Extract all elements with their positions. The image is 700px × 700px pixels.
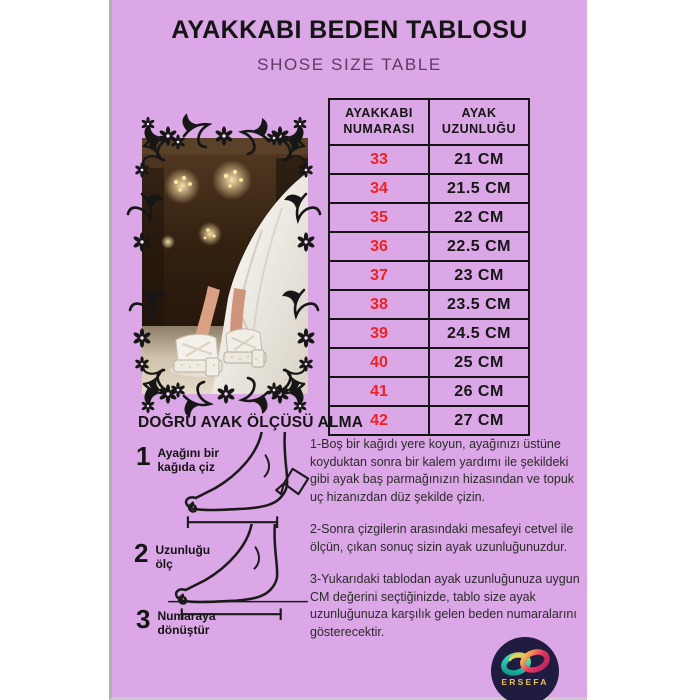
framed-photo <box>118 110 330 418</box>
step-number: 1 <box>136 441 151 471</box>
size-table <box>328 98 530 436</box>
brand-name: ERSEFA <box>501 677 549 687</box>
content-panel <box>109 0 587 700</box>
shoe-size-value: 40 <box>329 348 429 377</box>
table-row <box>329 290 529 319</box>
shoe-size-value: 35 <box>329 203 429 232</box>
foot-length-value: 26 CM <box>429 377 529 406</box>
table-row <box>329 377 529 406</box>
column-header-shoe-number: AYAKKABI NUMARASI <box>329 99 429 145</box>
instruction-paragraph-1: 1-Boş bir kağıdı yere koyun, ayağınızı üstüne koyduktan sonra bir kalem yardımı ile şekildeki gibi ayak baş parmağınızın hizasından ve topuk uç hizanızdan düz şekilde çizin. <box>310 437 575 504</box>
brand-logo <box>490 636 560 700</box>
foot-length-value: 23 CM <box>429 261 529 290</box>
foot-length-value: 25 CM <box>429 348 529 377</box>
ersefa-logo-icon <box>490 636 560 700</box>
step-number: 3 <box>136 604 151 634</box>
shoe-size-value: 42 <box>329 406 429 435</box>
step-number: 2 <box>134 538 149 568</box>
instruction-paragraph-3: 3-Yukarıdaki tablodan ayak uzunluğunuza uygun CM değerini seçtiğinizde, tablo size ayak uzunluğunuza karşılık gelen beden numaralarını gösterecektir. <box>310 572 580 639</box>
table-row <box>329 261 529 290</box>
foot-length-value: 21.5 CM <box>429 174 529 203</box>
shoe-size-value: 34 <box>329 174 429 203</box>
table-row <box>329 319 529 348</box>
shoe-size-value: 37 <box>329 261 429 290</box>
table-row <box>329 145 529 174</box>
foot-length-value: 22.5 CM <box>429 232 529 261</box>
floral-frame-icon <box>118 110 330 418</box>
table-row <box>329 348 529 377</box>
instructions-block <box>310 436 588 656</box>
foot-length-value: 27 CM <box>429 406 529 435</box>
guide-step-3 <box>136 606 246 638</box>
table-row <box>329 203 529 232</box>
size-table-body <box>329 145 529 435</box>
page-title: AYAKKABI BEDEN TABLOSU <box>171 16 528 44</box>
table-row <box>329 174 529 203</box>
shoe-size-value: 39 <box>329 319 429 348</box>
step-label: Uzunluğu ölç <box>155 543 211 572</box>
shoe-size-value: 33 <box>329 145 429 174</box>
foot-length-value: 24.5 CM <box>429 319 529 348</box>
step-label: Ayağını bir kağıda çiz <box>157 446 220 475</box>
shoe-size-value: 36 <box>329 232 429 261</box>
foot-length-value: 23.5 CM <box>429 290 529 319</box>
page-subtitle: SHOSE SIZE TABLE <box>257 55 442 74</box>
foot-outline-diagram-draw <box>176 432 322 529</box>
foot-length-value: 21 CM <box>429 145 529 174</box>
column-header-foot-length: AYAK UZUNLUĞU <box>429 99 529 145</box>
guide-heading: DOĞRU AYAK ÖLÇÜSÜ ALMA <box>138 414 364 431</box>
foot-length-value: 22 CM <box>429 203 529 232</box>
instruction-paragraph-2: 2-Sonra çizgilerin arasındaki mesafeyi cetvel ile ölçün, çıkan sonuç sizin ayak uzunluğunuzdur. <box>310 522 574 554</box>
step-label: Numaraya dönüştür <box>157 609 216 638</box>
pencil-icon <box>276 469 308 494</box>
table-row <box>329 232 529 261</box>
shoe-size-value: 41 <box>329 377 429 406</box>
table-header-row <box>329 99 529 145</box>
shoe-size-value: 38 <box>329 290 429 319</box>
